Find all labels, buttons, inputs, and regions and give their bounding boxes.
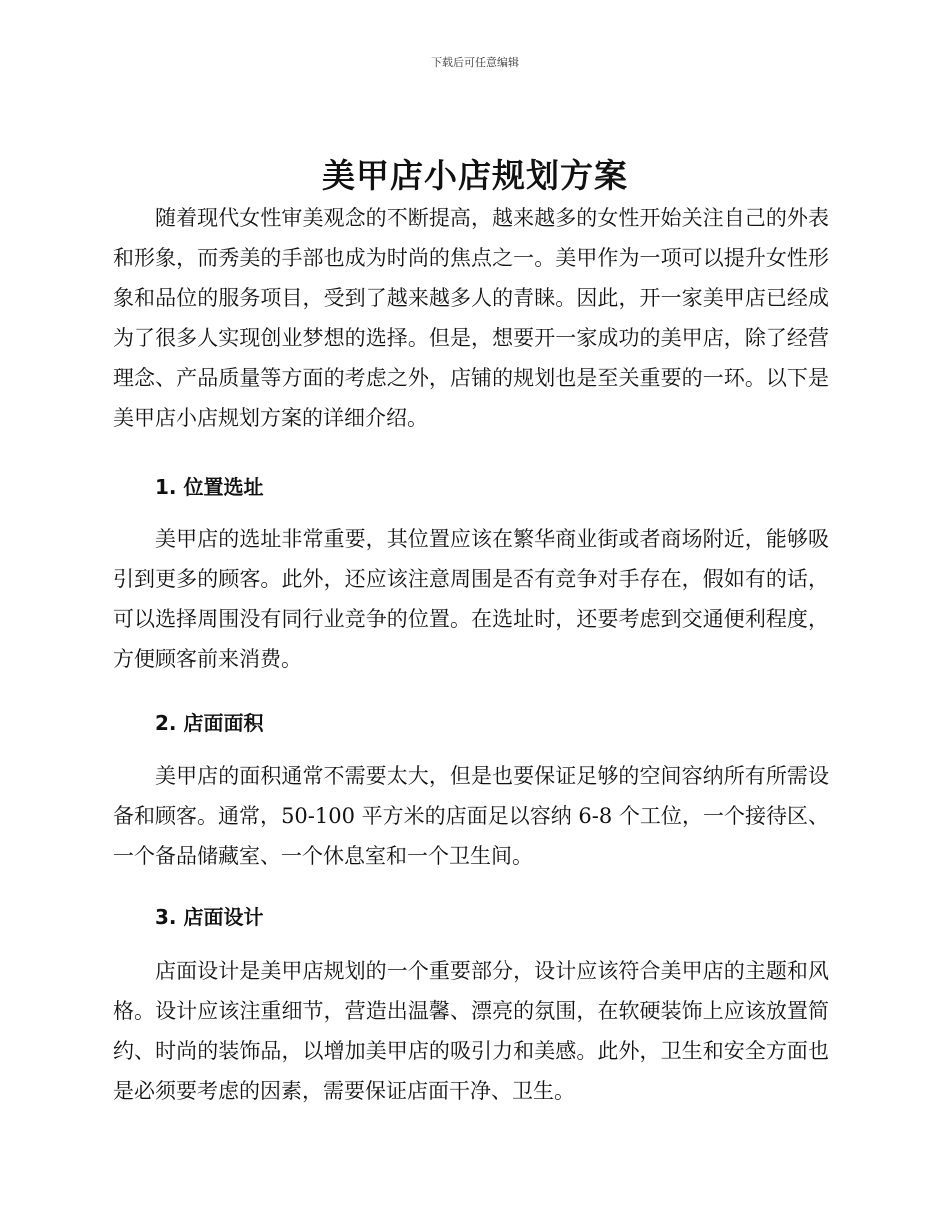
section-1-body-block: [113, 519, 829, 679]
section-3-heading-block: [113, 897, 829, 937]
section-heading-design: 3. 店面设计: [155, 905, 264, 929]
section-2-heading-block: [113, 703, 829, 743]
intro-paragraph: 随着现代女性审美观念的不断提高，越来越多的女性开始关注自己的外表和形象，而秀美的手部也成为时尚的焦点之一。美甲作为一项可以提升女性形象和品位的服务项目，受到了越来越多人的青睐。因此，开一家美甲店已经成为了很多人实现创业梦想的选择。但是，想要开一家成功的美甲店，除了经营理念、产品质量等方面的考虑之外，店铺的规划也是至关重要的一环。以下是美甲店小店规划方案的详细介绍。: [113, 206, 829, 430]
section-2-body-block: [113, 756, 829, 876]
section-paragraph-location: 美甲店的选址非常重要，其位置应该在繁华商业街或者商场附近，能够吸引到更多的顾客。此外，还应该注意周围是否有竞争对手存在，假如有的话，可以选择周围没有同行业竞争的位置。在选址时，还要考虑到交通便利程度，方便顾客前来消费。: [113, 527, 829, 671]
section-heading-area: 2. 店面面积: [155, 711, 264, 735]
document-title: 美甲店小店规划方案: [322, 156, 628, 195]
section-heading-location: 1. 位置选址: [155, 475, 264, 499]
intro-block: [113, 198, 829, 438]
section-paragraph-design: 店面设计是美甲店规划的一个重要部分，设计应该符合美甲店的主题和风格。设计应该注重细节，营造出温馨、漂亮的氛围，在软硬装饰上应该放置简约、时尚的装饰品，以增加美甲店的吸引力和美感。此外，卫生和安全方面也是必须要考虑的因素，需要保证店面干净、卫生。: [113, 959, 829, 1103]
header-note: 下载后可任意编辑: [431, 56, 519, 69]
section-3-body-block: [113, 951, 829, 1111]
section-paragraph-area: 美甲店的面积通常不需要太大，但是也要保证足够的空间容纳所有所需设备和顾客。通常，50-100 平方米的店面足以容纳 6-8 个工位，一个接待区、一个备品储藏室、一个休息室和一个卫生间。: [113, 764, 829, 868]
section-1-heading-block: [113, 467, 829, 507]
